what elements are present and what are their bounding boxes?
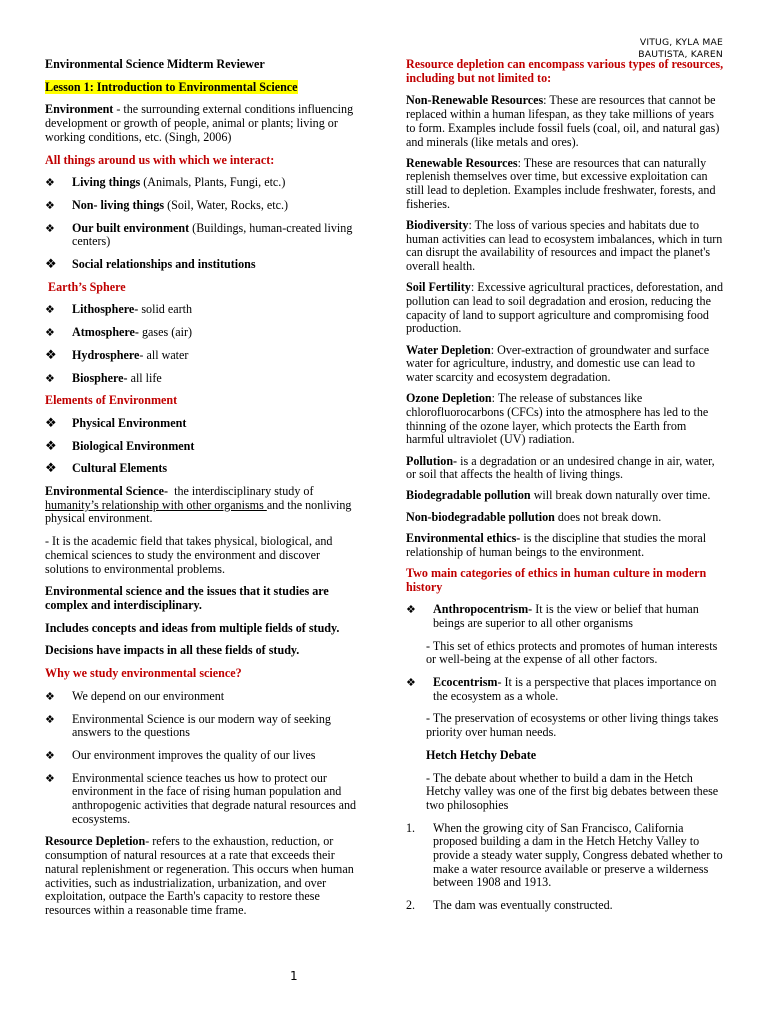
diamond-bullet-icon: ❖ — [45, 176, 55, 190]
list-item — [45, 372, 365, 386]
entry-term: Non-biodegradable pollution — [406, 509, 555, 524]
diamond-bullet-icon: ❖ — [45, 257, 57, 273]
resource-depletion-definition — [45, 835, 365, 917]
item-term: Biological Environment — [72, 438, 195, 453]
entry — [406, 532, 724, 559]
item-desc: - all water — [139, 347, 189, 362]
entry — [406, 94, 724, 149]
list-item — [45, 349, 365, 363]
item-term: Hydrosphere — [72, 347, 140, 362]
item-term: Our built environment — [72, 220, 190, 235]
resource-depletion-term: Resource Depletion — [45, 834, 146, 849]
item-desc: (Animals, Plants, Fungi, etc.) — [140, 175, 286, 190]
item-term: Lithosphere- — [72, 302, 139, 317]
list-item — [45, 303, 365, 317]
item-desc: It is the view or belief that human beings are superior to all other organisms — [433, 602, 699, 630]
item-desc: gases (air) — [138, 325, 193, 340]
ecocentrism-note: - The preservation of ecosystems or other living things takes priority over human needs. — [426, 711, 719, 740]
item-desc: solid earth — [138, 302, 193, 317]
anthropocentrism-note: - This set of ethics protects and promotes of human interests or well-being at the expense of all other factors. — [426, 638, 718, 667]
hetch-hetchy-desc: - The debate about whether to build a dam in the Hetch Hetchy valley was one of the first big debates between these two philosophies — [426, 770, 719, 812]
document-title: Environmental Science Midterm Reviewer — [45, 57, 265, 71]
entry-term: Non-Renewable Resources — [406, 93, 544, 108]
entry — [406, 219, 724, 274]
list-item — [45, 690, 365, 704]
entry-desc: is a degradation or an undesired change in air, water, or soil that affects the health of living things. — [406, 453, 715, 482]
entry-desc: : The loss of various species and habitats due to human activities can lead to ecosystem imbalances, which in turn can disrupt the availability of resources and impact the planet's overall health. — [406, 218, 723, 274]
item-number: 1. — [406, 820, 416, 835]
diamond-bullet-icon: ❖ — [45, 371, 55, 385]
list-item — [45, 417, 365, 431]
list-item — [45, 222, 365, 249]
elements-heading: Elements of Environment — [45, 393, 178, 408]
page-number: 1 — [290, 969, 298, 983]
diamond-bullet-icon: ❖ — [45, 748, 55, 762]
why-heading: Why we study environmental science? — [45, 666, 242, 681]
entry-term: Pollution- — [406, 453, 458, 468]
diamond-bullet-icon: ❖ — [45, 461, 57, 477]
list-item — [406, 899, 724, 913]
entry-desc: : Excessive agricultural practices, deforestation, and pollution can lead to soil degradation and erosion, reducing the capacity of land to support agriculture and compromising food production. — [406, 280, 724, 336]
list-item — [45, 749, 365, 763]
environment-text: - the surrounding external conditions influencing development or growth of people, animal or plants; living or working conditions, etc. (Singh, 2006) — [45, 102, 354, 144]
hetch-hetchy-list — [406, 822, 724, 913]
diamond-bullet-icon: ❖ — [406, 603, 416, 617]
entry-term: Environmental ethics- — [406, 530, 521, 545]
env-science-para: - It is the academic field that takes physical, biological, and chemical sciences to study the environment and discover solutions to environmental problems. — [45, 534, 333, 576]
resource-depletion-text: - refers to the exhaustion, reduction, or consumption of natural resources at a rate that exceeds their natural replenishment or regeneration. This occurs when human activities, such as industrialization, urbanization, and over exploitation, outpace the Earth's capacity to restore these resources within a reasonable time frame. — [45, 834, 354, 917]
entry-desc: : The release of substances like chlorofluorocarbons (CFCs) into the atmosphere has led to the thinning of the ozone layer, which protects the Earth from harmful ultraviolet (UV) radiation. — [406, 391, 709, 447]
list-item — [45, 176, 365, 190]
item-desc: (Soil, Water, Rocks, etc.) — [164, 197, 289, 212]
list-item — [45, 462, 365, 476]
item-term: Non- living things — [72, 197, 165, 212]
entry-term: Biodegradable pollution — [406, 488, 531, 503]
bold-statement: Environmental science and the issues that it studies are complex and interdisciplinary. — [45, 584, 329, 612]
entry — [406, 489, 724, 503]
list-item — [45, 440, 365, 454]
entry-desc: : Over-extraction of groundwater and surface water for agriculture, industry, and domestic use can lead to water scarcity and ecosystem degradation. — [406, 342, 710, 385]
list-item — [45, 326, 365, 340]
item-text: We depend on our environment — [72, 688, 225, 703]
sphere-list — [45, 303, 365, 385]
entry-desc: is the discipline that studies the moral relationship of human beings to the environment. — [406, 530, 707, 559]
left-column — [45, 58, 365, 925]
entry-desc: does not break down. — [554, 509, 662, 524]
list-item — [406, 676, 724, 703]
environment-term: Environment — [45, 102, 114, 117]
item-text: The dam was eventually constructed. — [433, 898, 613, 913]
elements-list — [45, 417, 365, 476]
hetch-hetchy-heading: Hetch Hetchy Debate — [426, 747, 537, 762]
interact-list — [45, 176, 365, 272]
item-term: Anthropocentrism- — [433, 602, 533, 617]
entry-term: Water Depletion — [406, 342, 491, 357]
diamond-bullet-icon: ❖ — [45, 415, 57, 431]
entry — [406, 511, 724, 525]
right-column — [406, 58, 724, 922]
entry-desc: : These are resources that can naturally replenish themselves over time, but excessive exploitation can still lead to depletion. Examples include freshwater, forests, and fisheries. — [406, 155, 716, 211]
entry-desc: will break down naturally over time. — [530, 488, 711, 503]
diamond-bullet-icon: ❖ — [45, 771, 55, 785]
diamond-bullet-icon: ❖ — [45, 712, 55, 726]
item-term: Physical Environment — [72, 415, 187, 430]
diamond-bullet-icon: ❖ — [406, 676, 416, 690]
entry — [406, 281, 724, 336]
list-item — [45, 713, 365, 740]
item-term: Cultural Elements — [72, 461, 168, 476]
env-science-underlined: humanity’s relationship with other organisms — [45, 497, 267, 512]
env-science-text: and the nonliving physical environment. — [45, 497, 352, 526]
diamond-bullet-icon: ❖ — [45, 303, 55, 317]
environment-definition — [45, 103, 365, 144]
item-term: Atmosphere- — [72, 325, 139, 340]
entry — [406, 157, 724, 212]
list-item — [45, 199, 365, 213]
item-desc: (Buildings, human-created living centers) — [72, 220, 353, 249]
earth-sphere-heading: Earth’s Sphere — [45, 279, 126, 294]
entry-term: Renewable Resources — [406, 155, 518, 170]
env-science-definition — [45, 485, 365, 526]
item-desc: - It is a perspective that places importance on the ecosystem as a whole. — [433, 675, 717, 703]
item-number: 2. — [406, 898, 416, 913]
entry-term: Biodiversity — [406, 218, 469, 233]
list-item — [406, 822, 724, 891]
bold-statement: Includes concepts and ideas from multiple fields of study. — [45, 620, 340, 635]
item-text: Our environment improves the quality of our lives — [72, 747, 316, 762]
diamond-bullet-icon: ❖ — [45, 326, 55, 340]
why-list — [45, 690, 365, 827]
item-term: Living things — [72, 175, 141, 190]
entry — [406, 455, 724, 482]
interact-heading: All things around us with which we interact: — [45, 152, 275, 167]
diamond-bullet-icon: ❖ — [45, 438, 57, 454]
author-line-2: BAUTISTA, KAREN — [638, 49, 723, 60]
diamond-bullet-icon: ❖ — [45, 347, 57, 363]
entry — [406, 392, 724, 447]
item-text: Environmental Science is our modern way of seeking answers to the questions — [72, 711, 331, 740]
entry-term: Soil Fertility — [406, 280, 471, 295]
list-item — [45, 258, 365, 272]
list-item — [45, 772, 365, 827]
list-item — [406, 603, 724, 630]
entry — [406, 344, 724, 385]
diamond-bullet-icon: ❖ — [45, 689, 55, 703]
item-desc: all life — [127, 370, 162, 385]
item-text: When the growing city of San Francisco, California proposed building a dam in the Hetch Hetchy Valley to provide a steady water supply, Congress debated whether to make a water resource available or preserve a wilderness between 1908 and 1913. — [433, 820, 723, 890]
item-term: Biosphere- — [72, 370, 128, 385]
ethics-list — [406, 603, 724, 630]
diamond-bullet-icon: ❖ — [45, 198, 55, 212]
env-science-text: the interdisciplinary study of — [168, 484, 317, 499]
ethics-heading: Two main categories of ethics in human culture in modern history — [406, 565, 707, 594]
entry-desc: : These are resources that cannot be replaced within a human lifespan, as they take millions of years to form. Examples include fossil fuels (coal, oil, and natural gas) and minerals (like metals and ores). — [406, 93, 720, 149]
bold-statement: Decisions have impacts in all these fields of study. — [45, 643, 300, 658]
lesson-heading: Lesson 1: Introduction to Environmental Science — [45, 79, 298, 94]
item-text: Environmental science teaches us how to protect our environment in the face of rising human population and anthropogenic activities that degrade natural resources and ecosystems. — [72, 770, 357, 826]
resource-types-heading: Resource depletion can encompass various types of resources, including but not limited to: — [406, 57, 724, 85]
diamond-bullet-icon: ❖ — [45, 221, 55, 235]
author-line-1: VITUG, KYLA MAE — [639, 37, 723, 48]
item-term: Ecocentrism — [433, 675, 498, 690]
item-term: Social relationships and institutions — [72, 257, 256, 272]
env-science-term: Environmental Science- — [45, 484, 169, 499]
entry-term: Ozone Depletion — [406, 391, 492, 406]
ethics-list — [406, 676, 724, 703]
